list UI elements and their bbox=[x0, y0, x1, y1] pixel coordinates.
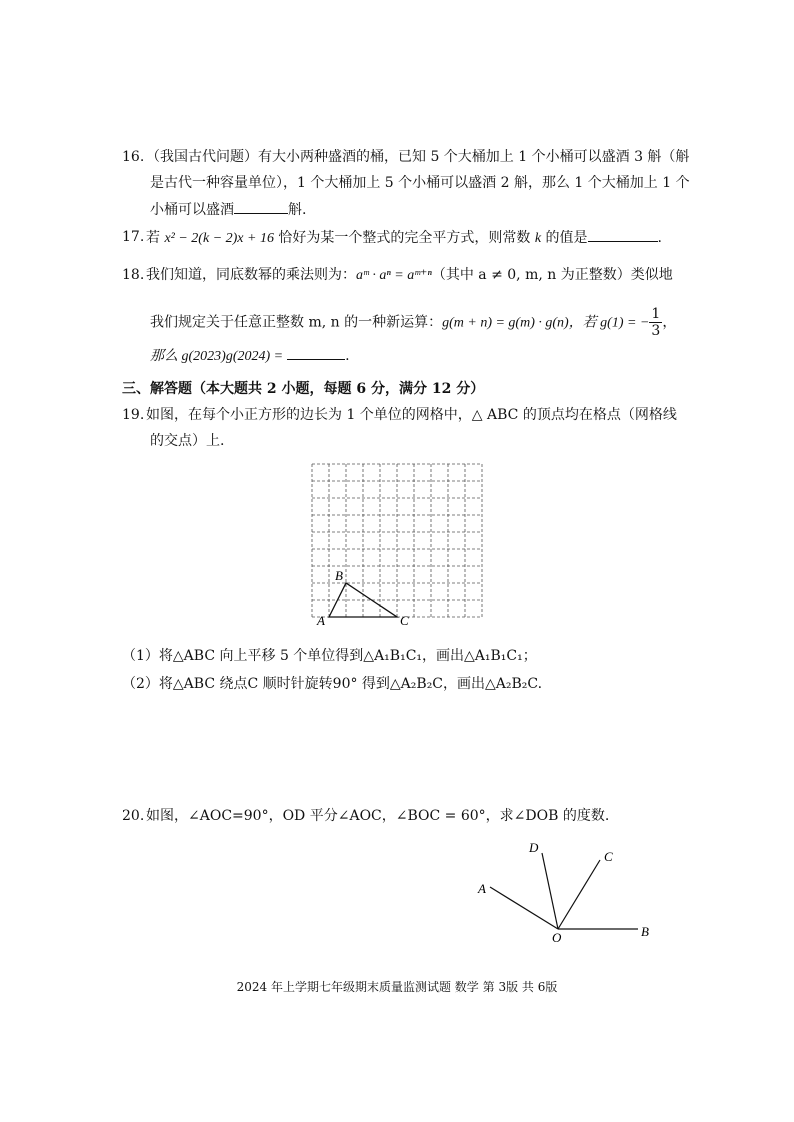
q18-line-1-text: 我们知道，同底数幂的乘法则为： bbox=[146, 267, 356, 283]
q16-line-3 bbox=[150, 199, 306, 220]
q18-line-1 bbox=[146, 265, 673, 286]
q17-k: k bbox=[534, 231, 542, 246]
q19-part-1: （1）将△ABC 向上平移 5 个单位得到△A₁B₁C₁，画出△A₁B₁C₁； bbox=[122, 648, 537, 664]
q16-answer-blank[interactable] bbox=[234, 199, 288, 214]
q18-line-3-text: 那么 g(2023)g(2024) = bbox=[150, 349, 284, 364]
q19-part-2: （2）将△ABC 绕点C 顺时针旋转90° 得到△A₂B₂C，画出△A₂B₂C. bbox=[122, 676, 543, 692]
q19-grid-figure[interactable] bbox=[300, 455, 500, 635]
q18-line-3 bbox=[150, 345, 350, 367]
label-b: B bbox=[335, 568, 343, 583]
q18-fraction bbox=[649, 306, 662, 339]
q17-answer-blank[interactable] bbox=[588, 227, 658, 242]
q19-line-1: 如图，在每个小正方形的边长为 1 个单位的网格中，△ ABC 的顶点均在格点（网格线 bbox=[146, 407, 677, 423]
ray-oc bbox=[558, 860, 600, 929]
q16-number: 16. bbox=[122, 149, 145, 165]
q20-number: 20. bbox=[122, 808, 145, 824]
q18-fraction-denominator: 3 bbox=[651, 323, 661, 339]
ray-oa bbox=[490, 887, 558, 929]
q16-line-1: （我国古代问题）有大小两种盛酒的桶，已知 5 个大桶加上 1 个小桶可以盛酒 3 斛（斛 bbox=[146, 149, 690, 165]
section-3-heading: 三、解答题（本大题共 2 小题，每题 6 分，满分 12 分） bbox=[122, 381, 485, 397]
q18-line-3-end: . bbox=[345, 348, 350, 364]
q16-line-3-end: 斛. bbox=[288, 202, 307, 218]
q19-line-2: 的交点）上. bbox=[150, 433, 225, 449]
q19-grid-lines bbox=[312, 464, 482, 617]
ray-od bbox=[542, 853, 558, 929]
q20-text: 如图，∠AOC=90°，OD 平分∠AOC，∠BOC = 60°，求∠DOB 的度数. bbox=[146, 808, 610, 824]
q18-line-2-end: ， bbox=[662, 314, 677, 331]
q18-line-2 bbox=[150, 306, 676, 339]
q17-text bbox=[146, 227, 662, 249]
q17-number: 17. bbox=[122, 229, 145, 245]
page-footer: 2024 年上学期七年级期末质量监测试题 数学 第 3版 共 6版 bbox=[236, 980, 558, 994]
q16-line-3-text: 小桶可以盛酒 bbox=[150, 202, 234, 218]
label-c: C bbox=[604, 849, 613, 864]
label-b: B bbox=[641, 924, 649, 939]
q17-post: 的值是 bbox=[541, 230, 588, 246]
q18-answer-blank[interactable] bbox=[287, 345, 345, 360]
q18-fraction-numerator: 1 bbox=[651, 306, 661, 322]
q17-end: . bbox=[657, 230, 662, 246]
q18-power-rule: aᵐ · aⁿ = aᵐ⁺ⁿ bbox=[356, 268, 432, 283]
q20-angle-figure[interactable] bbox=[470, 835, 670, 950]
label-o: O bbox=[552, 930, 562, 945]
q17-mid: 恰好为某一个整式的完全平方式，则常数 bbox=[273, 230, 535, 246]
label-a: A bbox=[317, 613, 325, 628]
q18-line-1-end: （其中 a ≠ 0, m, n 为正整数）类似地 bbox=[431, 267, 673, 283]
q18-line-2-text: 我们规定关于任意正整数 m, n 的一种新运算： bbox=[150, 314, 443, 331]
q17-pre: 若 bbox=[146, 230, 165, 246]
label-c: C bbox=[400, 613, 409, 628]
q18-g1: ，若 g(1) = − bbox=[568, 315, 650, 331]
q18-number: 18. bbox=[122, 267, 145, 283]
q17-expression: x² − 2(k − 2)x + 16 bbox=[164, 231, 274, 246]
q16-line-2: 是古代一种容量单位），1 个大桶加上 5 个小桶可以盛酒 2 斛，那么 1 个大桶加上 1 个 bbox=[150, 175, 690, 191]
q19-number: 19. bbox=[122, 407, 145, 423]
q18-new-operation: g(m + n) = g(m) · g(n) bbox=[442, 315, 569, 331]
label-a: A bbox=[478, 881, 486, 896]
label-d: D bbox=[529, 840, 539, 855]
